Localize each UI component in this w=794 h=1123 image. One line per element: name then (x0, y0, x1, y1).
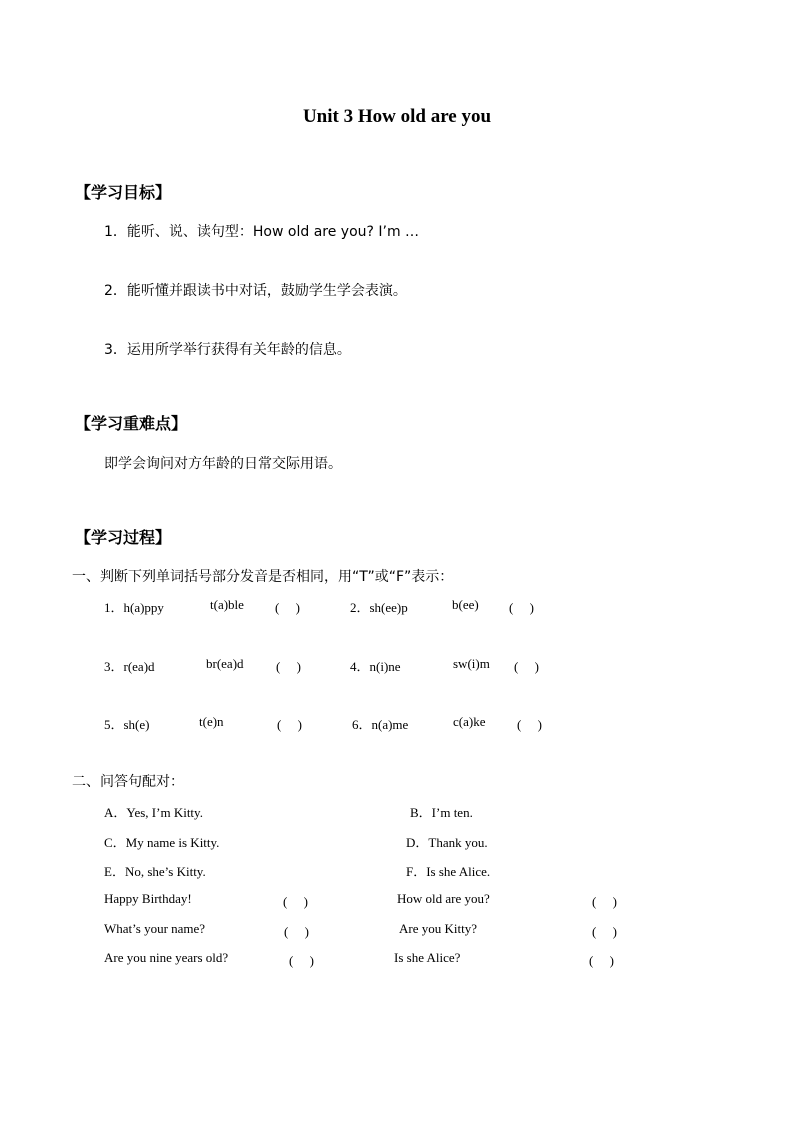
part1-word: t(a)ble (210, 597, 244, 612)
part1-word: 3．r(ea)d (104, 659, 155, 674)
option-item: C．My name is Kitty. (104, 835, 220, 850)
part1-word: 4．n(i)ne (350, 659, 401, 674)
answer-blank[interactable]: ( ) (276, 659, 301, 674)
option-item: E．No, she’s Kitty. (104, 864, 206, 879)
part1-word: c(a)ke (453, 714, 486, 729)
part2-instruction: 二、问答句配对： (72, 774, 184, 790)
goal-item-3: 3．运用所学举行获得有关年龄的信息。 (104, 342, 351, 358)
answer-blank[interactable]: ( ) (509, 600, 534, 615)
part1-word: 2．sh(ee)p (350, 600, 408, 615)
option-item: A．Yes, I’m Kitty. (104, 805, 203, 820)
part1-word: sw(i)m (453, 656, 490, 671)
answer-blank[interactable]: ( ) (517, 717, 542, 732)
process-heading: 【学习过程】 (75, 528, 172, 547)
option-item: D．Thank you. (406, 835, 488, 850)
part1-instruction: 一、判断下列单词括号部分发音是否相同，用“T”或“F”表示： (72, 569, 454, 585)
question-item: How old are you? (397, 891, 490, 906)
goals-heading: 【学习目标】 (75, 183, 172, 202)
page-title: Unit 3 How old are you (302, 106, 492, 127)
question-item: Are you Kitty? (399, 921, 477, 936)
question-item: Happy Birthday! (104, 891, 192, 906)
question-item: What’s your name? (104, 921, 206, 936)
answer-blank[interactable]: ( ) (592, 924, 617, 939)
answer-blank[interactable]: ( ) (284, 924, 309, 939)
part1-word: t(e)n (199, 714, 224, 729)
goal-item-1: 1．能听、说、读句型：How old are you? I’m … (104, 224, 420, 240)
part1-word: br(ea)d (206, 656, 244, 671)
answer-blank[interactable]: ( ) (283, 894, 308, 909)
part1-word: 5．sh(e) (104, 717, 150, 732)
option-item: F．Is she Alice. (406, 864, 491, 879)
key-points-text: 即学会询问对方年龄的日常交际用语。 (104, 456, 342, 472)
goal-item-2: 2．能听懂并跟读书中对话，鼓励学生学会表演。 (104, 283, 407, 299)
answer-blank[interactable]: ( ) (592, 894, 617, 909)
part1-word: b(ee) (452, 597, 479, 612)
answer-blank[interactable]: ( ) (514, 659, 539, 674)
option-item: B．I’m ten. (410, 805, 473, 820)
question-item: Are you nine years old? (104, 950, 229, 965)
key-points-heading: 【学习重难点】 (75, 414, 188, 433)
part1-word: 6．n(a)me (352, 717, 409, 732)
answer-blank[interactable]: ( ) (589, 953, 614, 968)
answer-blank[interactable]: ( ) (275, 600, 300, 615)
answer-blank[interactable]: ( ) (277, 717, 302, 732)
part1-word: 1．h(a)ppy (104, 600, 164, 615)
answer-blank[interactable]: ( ) (289, 953, 314, 968)
question-item: Is she Alice? (394, 950, 461, 965)
